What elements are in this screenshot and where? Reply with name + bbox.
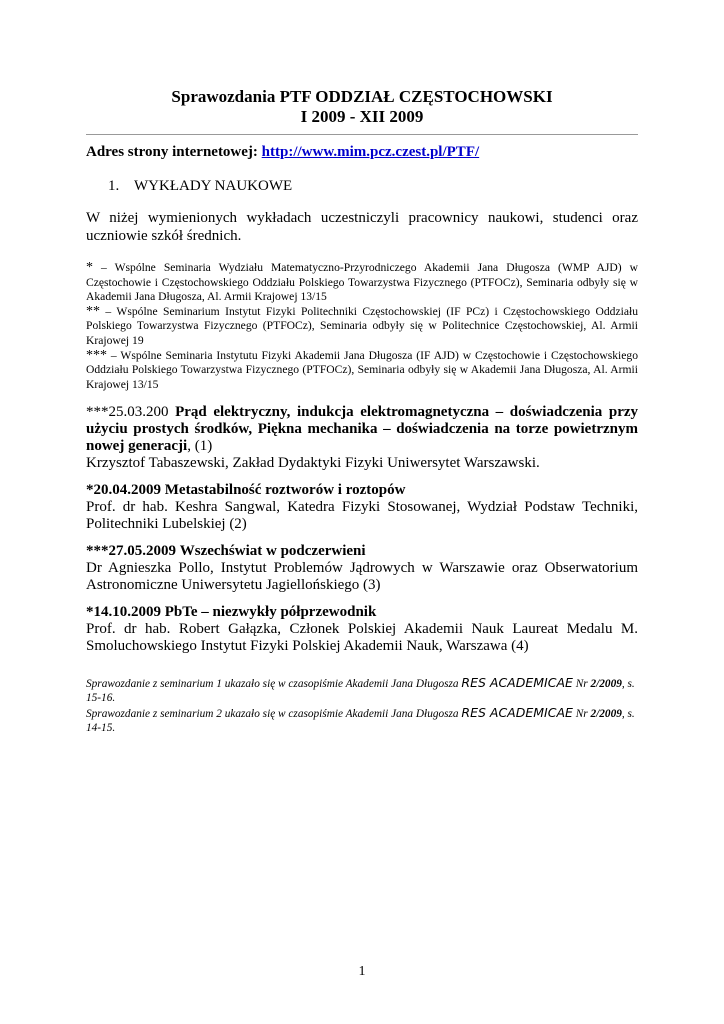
journal-name: RES ACADEMICAE xyxy=(461,675,573,690)
lecture-entry xyxy=(86,543,638,594)
website-label: Adres strony internetowej: xyxy=(86,144,258,160)
footnote xyxy=(86,305,638,349)
footnote-text: – Wspólne Seminaria Wydziału Matematyczno-Przyrodniczego Akademii Jana Długosza (WMP AJD) w Częstochowie i Częstochowskiego Oddziału Polskiego Towarzystwa Fizycznego (PTFOCz), Seminaria odbyły się w Akademii Jana Długosza, Al. Armii Krajowej 13/15 xyxy=(86,261,638,304)
lecture-title: Prąd elektryczny, indukcja elektromagnetyczna – doświadczenia przy użyciu prostych środków, Piękna mechanika – doświadczenia na torze powietrznym nowej generacji xyxy=(86,404,639,454)
report-issue-prefix: Nr xyxy=(572,678,591,690)
footnotes xyxy=(86,261,638,392)
lecture-entry xyxy=(86,604,638,655)
section-heading xyxy=(108,177,292,195)
footnote-text: – Wspólne Seminarium Instytut Fizyki Politechniki Częstochowskiej (IF PCz) i Częstochowskiego Oddziału Polskiego Towarzystwa Fizycznego (PTFOCz), Seminaria odbyły się w Politechnice Częstochowskiej, Al. Armii Krajowej 19 xyxy=(86,304,638,347)
footnote-text: – Wspólne Seminaria Instytutu Fizyki Akademii Jana Długosza (IF AJD) w Częstochowie i Częstochowskiego Oddziału Polskiego Towarzystwa Fizycznego (PTFOCz), Seminaria odbyły się w Akademii Jana Długosza, Al. Armii Krajowej 13/15 xyxy=(86,348,638,391)
lecture-number: , (1) xyxy=(187,438,213,454)
lecture-entry xyxy=(86,404,638,472)
report-issue: 2/2009 xyxy=(590,707,622,720)
page-number: 1 xyxy=(358,964,366,979)
lecture-speaker: Prof. dr hab. Robert Gałązka, Członek Polskiej Akademii Nauk Laureat Medalu M. Smoluchowskiego Instytut Fizyki Polskiej Akademii Nauk, Warszawa (4) xyxy=(86,621,638,654)
lecture-title: Metastabilność roztworów i roztopów xyxy=(164,482,406,498)
report-issue: 2/2009 xyxy=(590,678,622,690)
report-prefix: Sprawozdanie z seminarium 2 ukazało się w czasopiśmie Akademii Jana Długosza xyxy=(86,707,462,720)
section-number: 1. xyxy=(108,178,120,194)
lecture-date: ***27.05.2009 xyxy=(86,543,176,559)
document-title xyxy=(86,87,638,127)
lecture-speaker: Dr Agnieszka Pollo, Instytut Problemów Jądrowych w Warszawie oraz Obserwatorium Astronomiczne Uniwersytetu Jagiellońskiego (3) xyxy=(86,560,638,593)
report-note xyxy=(86,676,638,706)
lecture-title: Wszechświat w podczerwieni xyxy=(179,543,366,559)
lecture-title: PbTe – niezwykły półprzewodnik xyxy=(164,604,377,620)
lecture-list xyxy=(86,404,638,665)
title-line-2: I 2009 - XII 2009 xyxy=(300,107,424,126)
report-pages: , s. 15-16. xyxy=(86,678,635,705)
lecture-date: *20.04.2009 xyxy=(86,482,161,498)
header-divider xyxy=(86,134,638,135)
section-title: WYKŁADY NAUKOWE xyxy=(134,178,293,194)
footnote-mark: *** xyxy=(86,347,107,363)
report-issue-prefix: Nr xyxy=(572,707,591,720)
website-line xyxy=(86,143,479,161)
title-line-1: Sprawozdania PTF ODDZIAŁ CZĘSTOCHOWSKI xyxy=(171,87,553,106)
footnote-mark: * xyxy=(86,260,93,275)
report-pages: , s. 14-15. xyxy=(86,707,635,735)
lecture-speaker: Prof. dr hab. Keshra Sangwal, Katedra Fizyki Stosowanej, Wydział Podstaw Techniki, Politechniki Lubelskiej (2) xyxy=(86,499,638,532)
lecture-date: *14.10.2009 xyxy=(86,604,161,620)
footnote-mark: ** xyxy=(86,303,100,319)
report-note xyxy=(86,706,638,736)
footnote xyxy=(86,349,638,393)
intro-paragraph: W niżej wymienionych wykładach uczestniczyli pracownicy naukowi, studenci oraz uczniowie szkół średnich. xyxy=(86,210,638,244)
report-prefix: Sprawozdanie z seminarium 1 ukazało się w czasopiśmie Akademii Jana Długosza xyxy=(86,678,462,690)
lecture-speaker: Krzysztof Tabaszewski, Zakład Dydaktyki Fizyki Uniwersytet Warszawski. xyxy=(86,455,540,471)
website-link[interactable]: http://www.mim.pcz.czest.pl/PTF/ xyxy=(261,144,480,160)
lecture-entry xyxy=(86,482,638,533)
report-notes xyxy=(86,676,638,736)
journal-name: RES ACADEMICAE xyxy=(461,704,573,720)
footnote xyxy=(86,261,638,305)
lecture-date: ***25.03.200 xyxy=(86,404,169,420)
